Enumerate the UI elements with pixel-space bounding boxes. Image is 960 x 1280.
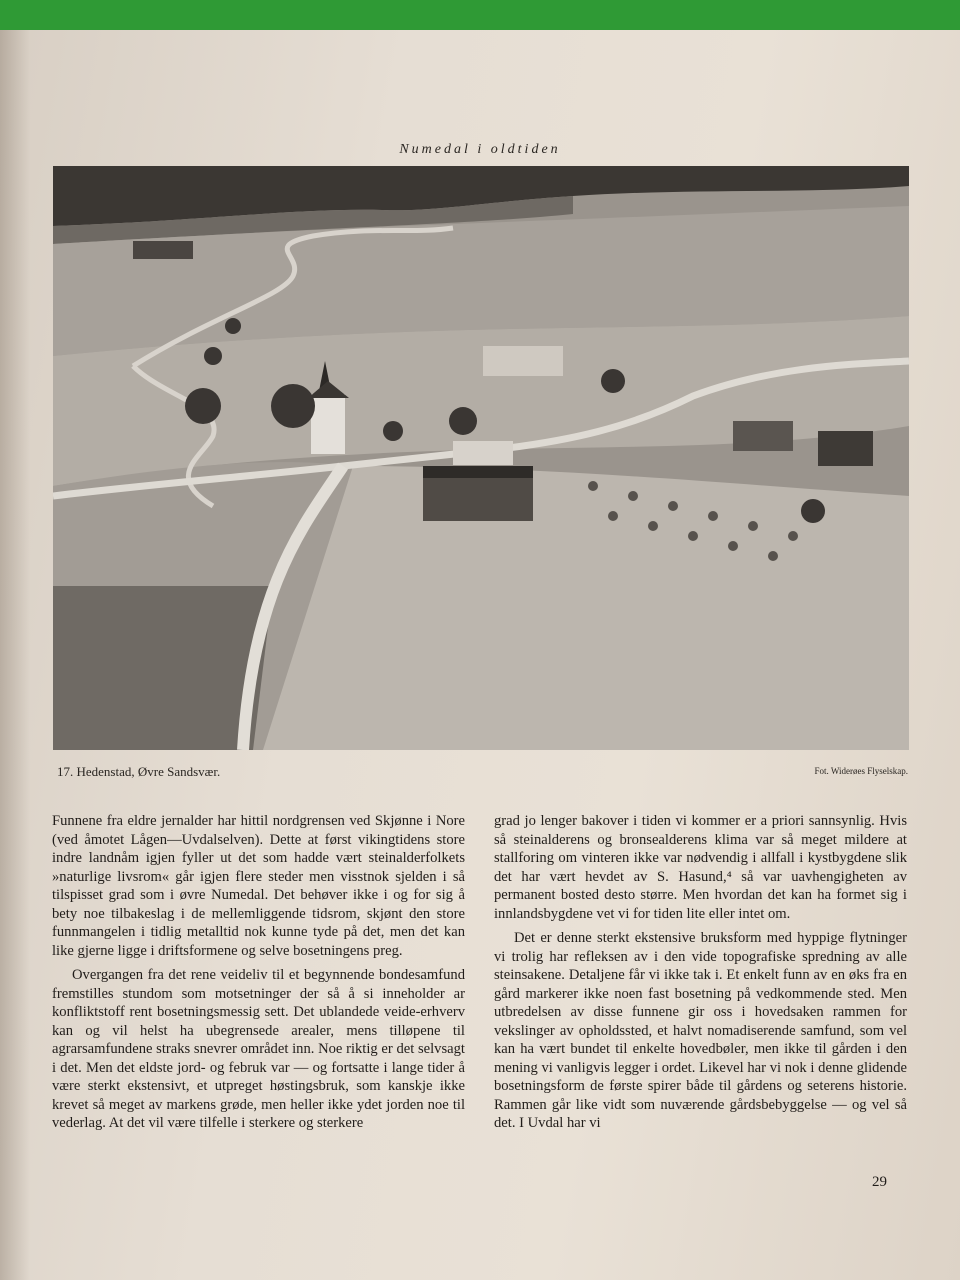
paragraph: grad jo lenger bakover i tiden vi kommer er a priori sannsynlig. Hvis så steinalderens og bronsealderens klima var så meget mildere at stallforing om vinteren ikke var nødvendig i allfall i kystbygdene slik det har vært hevdet av S. Hasund,⁴ så var uavhengigheten av permanent bosted desto større. Men hvordan det kan ha formet sig i innlandsbygdene vet vi for tiden lite eller intet om. [494,813,907,922]
paragraph: Funnene fra eldre jernalder har hittil nordgrensen ved Skjønne i Nore (ved åmotet Lågen—Uvdalselven). Dette at først vikingtidens store indre landnåm igjen fyller ut det som hadde vært steinalderfolkets »naturlige livsrom« går igjen flere steder men visstnok sjelden i så tilspisset grad som i øvre Numedal. Det behøver ikke i og for sig å bety noe tilbakeslag i de mellemliggende tidsrom, skjønt den store funnmangelen i tidlig metalltid nok kunne tyde på det, men det kan like gjerne ligge i driftsformene og selve bosetningens preg. [52,813,465,959]
aerial-farm-landscape-image [53,166,909,750]
photo-credit: Fot. Widerøes Flyselskap. [814,766,908,776]
paragraph: Det er denne sterkt ekstensive bruksform med hyppige flytninger vi trolig har refleksen av i den vide topografiske spredning av alle steinsakene. Detaljene får vi ikke tak i. Et enkelt funn av en øks fra en gård markerer ikke noen fast bosetning på vedkommende sted. Men utbredelsen av disse funnene gir oss i hovedsaken rammen for vekslinger av opholdssted, et halvt nomadiserende samfund, som vel kan ha vært bundet til enkelte hovedbøler, men ikke til gården i den mening vi vanligvis legger i ordet. Likevel har vi nok i denne glidende bosetningsform de første spirer både til gårdens og seterens historie. Rammen går like vidt som nuværende gårdsbebyggelse — og vel så det. I Uvdal har vi [494,930,907,1131]
aerial-photograph [53,166,909,750]
right-text-column [494,812,907,1133]
running-title: Numedal i oldtiden [399,142,561,157]
book-page [0,30,960,1280]
page-gutter-shadow [0,30,30,1280]
page-number: 29 [872,1174,887,1190]
paragraph: Overgangen fra det rene veideliv til et begynnende bondesamfund fremstilles stundom som motsetninger der så å si inneholder ar konfliktstoff rent bosetningsmessig sett. Det ublandede veide-erhverv kan og vil helst ha ubegrensede arealer, mens tilløpene til agrarsamfundene straks snevrer området inn. Noe riktig er det selvsagt i det. Men det eldste jord- og februk var — og fortsatte i lange tider å være sterkt ekstensivt, et utpreget høstingsbruk, som kanskje ikke krevet så meget av markens grøde, men heller ikke ydet jorden noe til vederlag. At det vil være tilfelle i sterkere og sterkere [52,967,465,1131]
left-text-column [52,812,465,1133]
figure-caption: 17. Hedenstad, Øvre Sandsvær. [57,764,221,779]
